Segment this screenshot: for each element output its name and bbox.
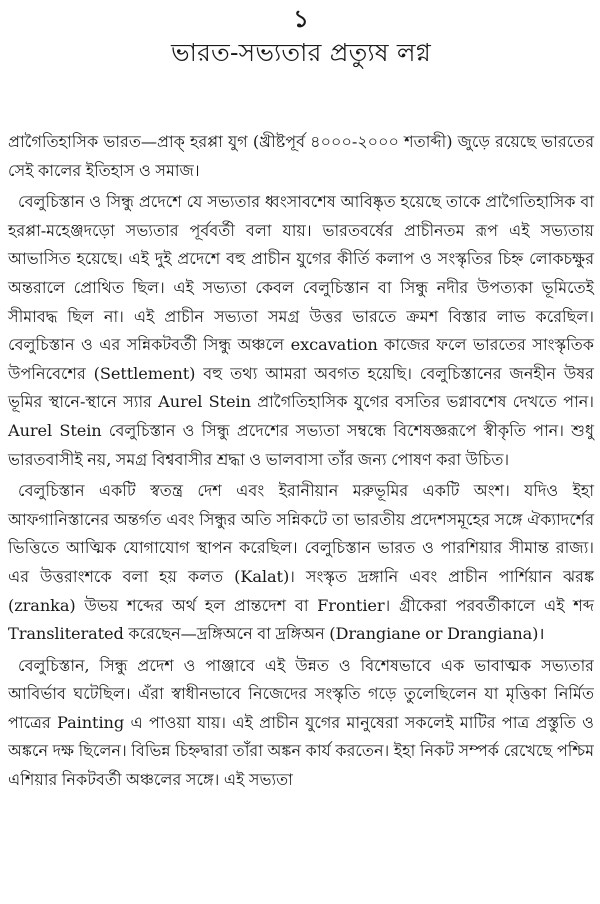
chapter-number: ১	[293, 4, 309, 33]
paragraph-pottery-culture: বেলুচিস্তান, সিন্ধু প্রদেশ ও পাঞ্জাবে এই উন্নত ও বিশেষভাবে এক ভাবাত্মক সভ্যতার আবির্ভাব ঘটেছিল। এঁরা স্বাধীনভাবে নিজেদের সংস্কৃতি গড়ে তুলেছিলেন যা মৃত্তিকা নির্মিত পাত্রের Painting এ পাওয়া যায়। এই প্রাচীন যুগের মানুষেরা সকলেই মাটির পাত্র প্রস্তুতি ও অঙ্কনে দক্ষ ছিলেন। বিভিন্ন চিহ্নদ্বারা তাঁরা অঙ্কন কার্য করতেন। ইহা নিকট সম্পর্ক রেখেছে পশ্চিম এশিয়ার নিকটবর্তী অঞ্চলের সঙ্গে। এই সভ্যতা	[8, 655, 594, 790]
chapter-title: ভারত-সভ্যতার প্রত্যুষ লগ্ন	[171, 38, 431, 67]
paragraph-intro: প্রাগৈতিহাসিক ভারত—প্রাক্ হরপ্পা যুগ (খ্রীষ্টপূর্ব ৪০০০-২০০০ শতাব্দী) জুড়ে রয়েছে ভারতের সেই কালের ইতিহাস ও সমাজ।	[8, 132, 594, 180]
paragraph-baluchistan-geography: বেলুচিস্তান একটি স্বতন্ত্র দেশ এবং ইরানীয়ান মরুভূমির একটি অংশ। যদিও ইহা আফগানিস্তানের অন্তর্গত এবং সিন্ধুর অতি সন্নিকটে তা ভারতীয় প্রদেশসমূহের সঙ্গে ঐক্যাদর্শের ভিত্তিতে আত্মিক যোগাযোগ স্থাপন করেছিল। বেলুচিস্তান ভারত ও পারশিয়ার সীমান্ত রাজ্য। এর উত্তরাংশকে বলা হয় কলত (Kalat)। সংস্কৃত দ্রঙ্গানি এবং প্রাচীন পার্শিয়ান ঝরঙ্ক (zranka) উভয় শব্দের অর্থ হল প্রান্তদেশ বা Frontier। গ্রীকেরা পরবর্তীকালে এই শব্দ Transliterated করেছেন—দ্রঙ্গিঅনে বা দ্রঙ্গিঅন (Drangiane or Drangiana)।	[8, 481, 594, 644]
paragraph-baluchistan-civilization: বেলুচিস্তান ও সিন্ধু প্রদেশে যে সভ্যতার ধ্বংসাবশেষ আবিষ্কৃত হয়েছে তাকে প্রাগৈতিহাসিক বা হরপ্পা-মহেঞ্জদড়ো সভ্যতার পূর্ববর্তী বলা যায়। ভারতবর্ষের প্রাচীনতম রূপ এই সভ্যতায় আভাসিত হয়েছে। এই দুই প্রদেশে বহু প্রাচীন যুগের কীর্তি কলাপ ও সংস্কৃতির চিহ্ন লোকচক্ষুর অন্তরালে প্রোথিত ছিল। এই সভ্যতা কেবল বেলুচিস্তান বা সিন্ধু নদীর উপত্যকা ভূমিতেই সীমাবদ্ধ ছিল না। এই প্রাচীন সভ্যতা সমগ্র উত্তর ভারতে ক্রমশ বিস্তার লাভ করেছিল। বেলুচিস্তান ও এর সন্নিকটবর্তী সিন্ধু অঞ্চলে excavation কাজের ফলে ভারতের সাংস্কৃতিক উপনিবেশের (Settlement) বহু তথ্য আমরা অবগত হয়েছি। বেলুচিস্তানের জনহীন উষর ভূমির স্থানে-স্থানে স্যার Aurel Stein প্রাগৈতিহাসিক যুগের বসতির ভগ্নাবশেষ দেখতে পান। Aurel Stein বেলুচিস্তান ও সিন্ধু প্রদেশের সভ্যতা সম্বন্ধে বিশেষজ্ঞরূপে স্বীকৃতি পান। শুধু ভারতবাসীই নয়, সমগ্র বিশ্ববাসীর শ্রদ্ধা ও ভালবাসা তাঁর জন্য পোষণ করা উচিত।	[8, 192, 594, 469]
